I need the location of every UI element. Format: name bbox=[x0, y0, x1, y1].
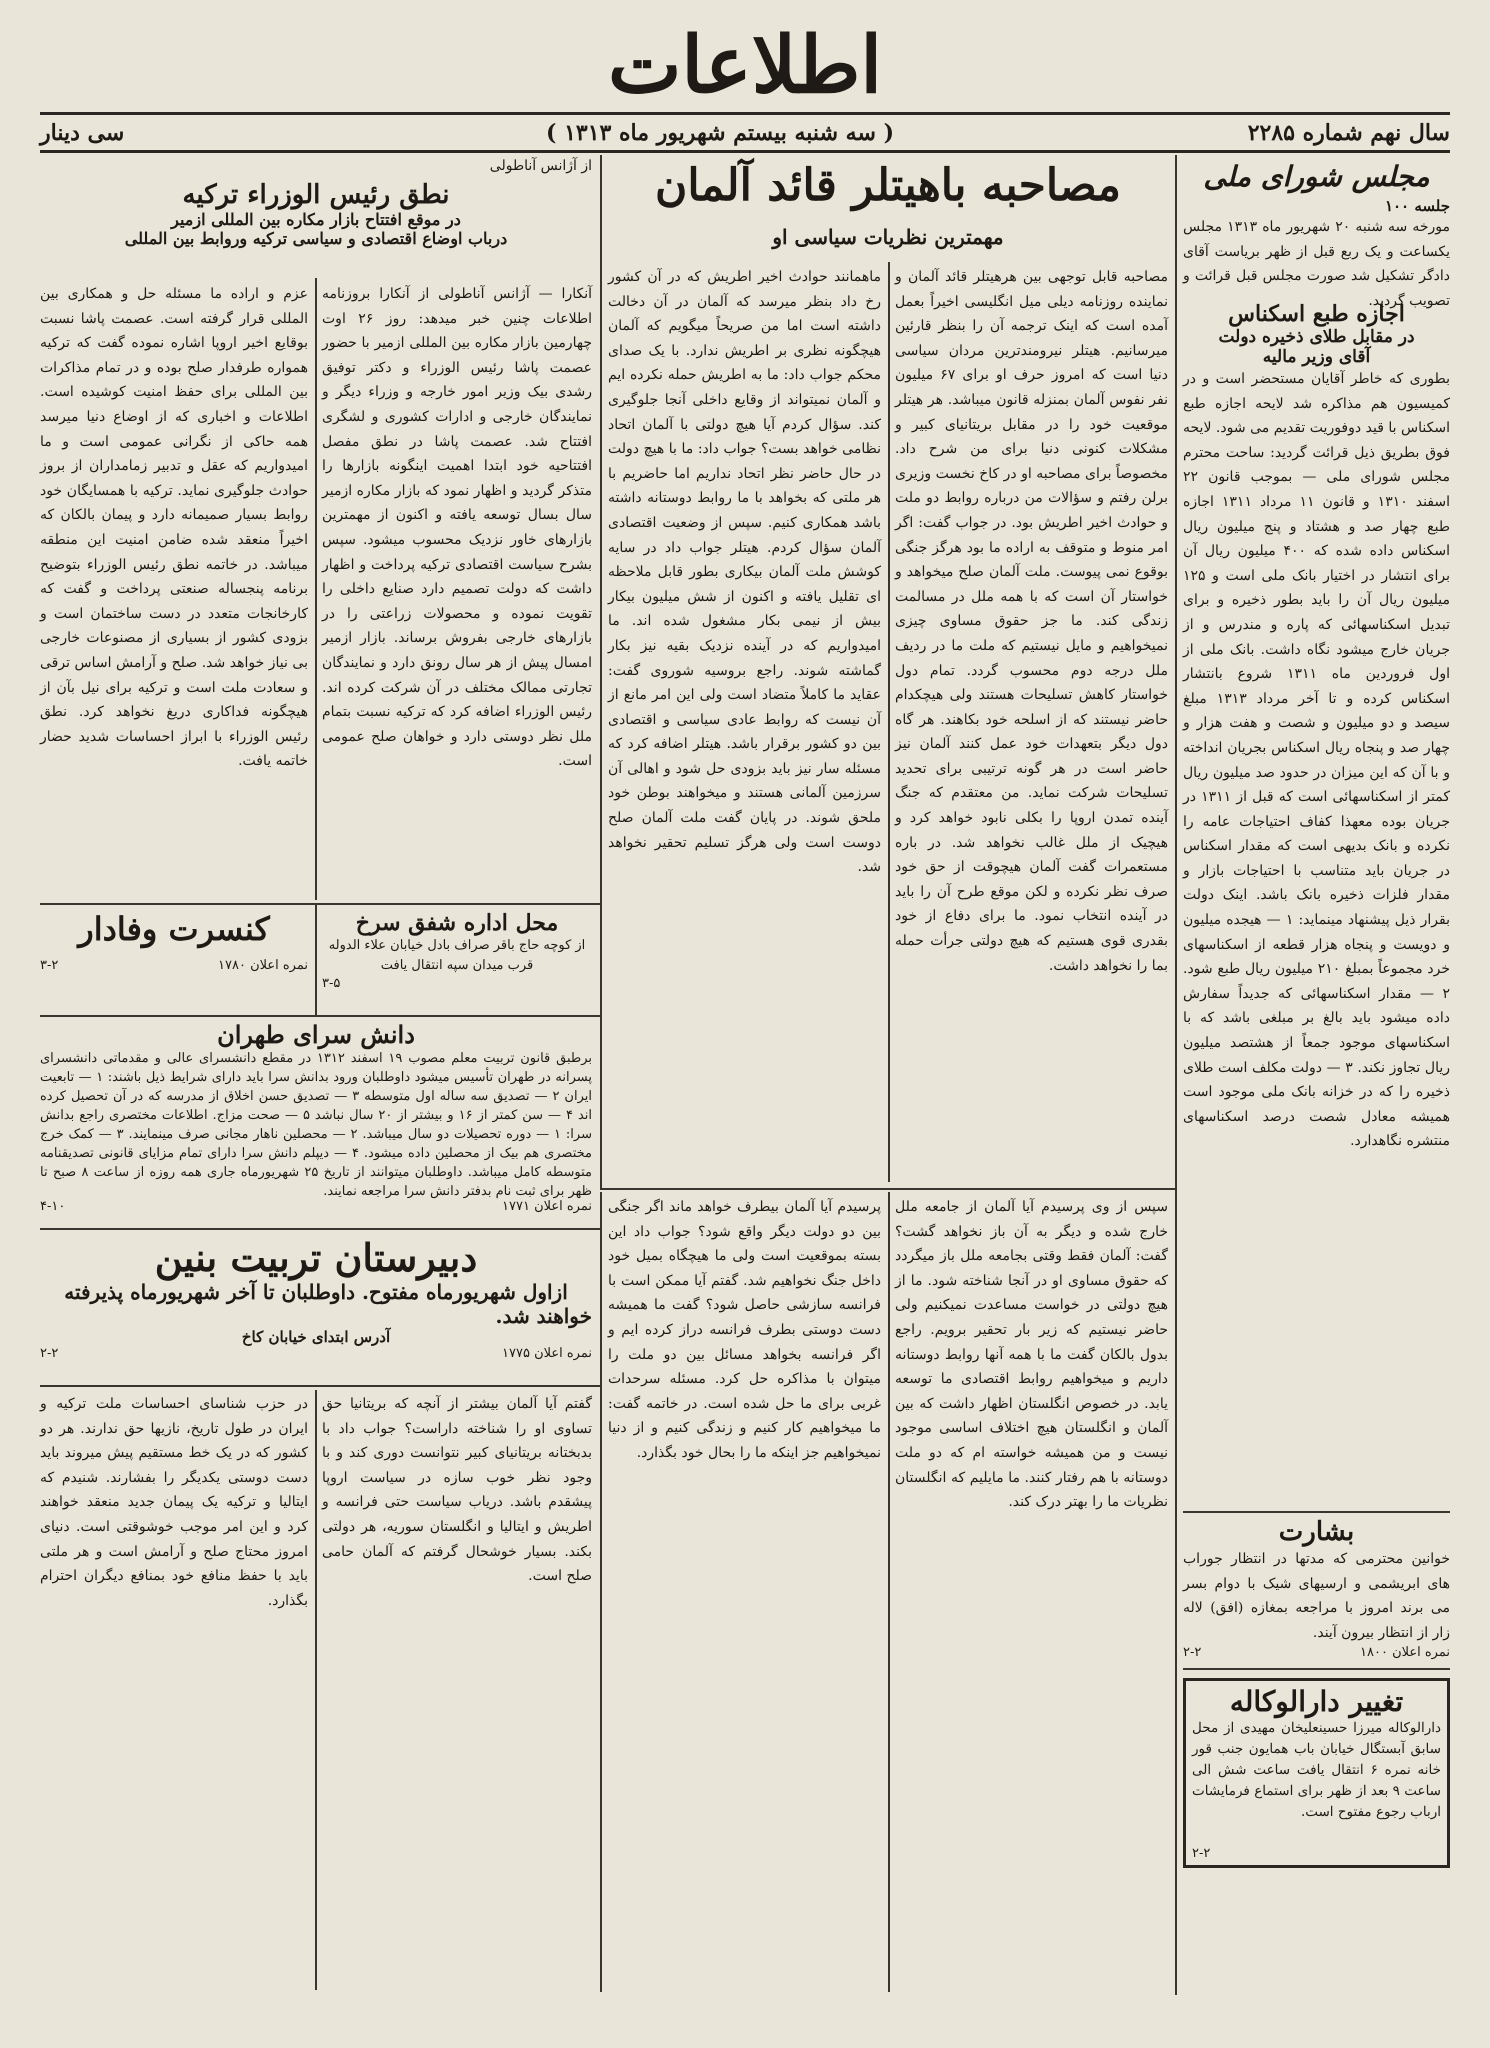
shafaq-count: ۳-۵ bbox=[322, 976, 341, 991]
ads-rule-4 bbox=[40, 1385, 600, 1387]
turkey-title: نطق رئیس الوزراء ترکیه bbox=[182, 180, 450, 210]
hitler-col-left: ماهمانند حوادث اخیر اطریش که در آن کشور رخ داد بنظر میرسد که آلمان در آن دخالت داشته است اما من صریحاً میگویم که آلمان هیچگونه نظری بر اطریش ندارد. با یک صدای محکم جواب داد: ما به اطریش حمله نکرده ایم و آلمان نمیتواند از وقایع داخلی آنجا جلوگیری کند. سؤال کردم آیا هیچ دولتی با آلمان اتحاد نظامی خواهد بست؟ جواب داد: ما با هیچ دولت در حال حاضر نظر اتحاد نداریم اما حاضریم با هر ملتی که بخواهد با ما روابط دوستانه داشته باشد همکاری کنیم. سپس از وضعیت اقتصادی آلمان سؤال کردم. هیتلر جواب داد در سایه کوشش ملت آلمان بیکاری بطور قابل ملاحظه ای تقلیل یافته و اکنون از شش میلیون بیکار بیش از نیمی بکار مشغول شده اند. ما امیدواریم که در آینده نزدیک بقیه نیز بکار گماشته شوند. راجع بروسیه شوروی گفت: عقاید ما کاملاً متضاد است ولی این امر مانع از آن نیست که روابط عادی سیاسی و اقتصادی بین دو کشور برقرار باشد. هیتلر اضافه کرد که مسئله سار نیز باید بزودی حل شود و اهالی آن سرزمین آلمانی هستند و میخواهند بوطن خود ملحق شوند. در پایان گفت ملت آلمان صلح دوست است ولی هرگز تسلیم تحقیر نخواهد شد. bbox=[608, 269, 881, 876]
notice-body: خوانین محترمی که مدتها در انتظار جوراب های ابریشمی و ارسیهای شیک با دوام بسر می برند امروز با مراجعه بمغازه (افق) لاله زار از انتظار بیرون آیند. bbox=[1183, 1551, 1450, 1641]
concert-ad bbox=[40, 910, 308, 1010]
dabirestan-title: دبیرستان تربیت بنین bbox=[154, 1235, 478, 1280]
school-ref: نمره اعلان ۱۷۷۱ bbox=[502, 1199, 592, 1214]
ads-rule-2 bbox=[40, 1015, 600, 1017]
shafaq-ad bbox=[322, 910, 592, 1010]
hitler-bottom-left-rule bbox=[600, 1192, 602, 1992]
hitler-mid-rule bbox=[600, 1188, 1175, 1190]
agency-title: تغییر دارالوکاله bbox=[1229, 1685, 1404, 1718]
issue-info: سال نهم شماره ۲۲۸۵ bbox=[1247, 120, 1450, 146]
hitler-bottom-col-rule bbox=[888, 1192, 890, 1992]
notice-title: بشارت bbox=[1278, 1517, 1355, 1547]
concert-count: ۳-۲ bbox=[40, 958, 59, 973]
hitler-col-rule bbox=[888, 262, 890, 1182]
concert-ref: نمره اعلان ۱۷۸۰ bbox=[218, 958, 308, 973]
hitler-col-right: مصاحبه قابل توجهی بین هرهیتلر قائد آلمان و نماینده روزنامه دیلی میل انگلیسی اخیراً بعمل آمده است که اینک ترجمه آن را بنظر قارئین میرسانیم. هیتلر نیرومندترین مردان سیاسی دنیا است که امروز حرف او برای ۶۷ میلیون نفر نفوس آلمان بمنزله قانون میباشد. هر هیتلر موقعیت خود را در مقابل بریتانیای کبیر و مشکلات کنونی دنیا برای من شرح داد. مخصوصاً برای مصاحبه او در کاخ نخست وزیری برلن رفتم و سؤالات من درباره روابط دو ملت و حوادث اخیر اطریش بود. در جواب گفت: اگر امر منوط و متوقف به اراده ما بود هرگز جنگی بوقوع نمی پیوست. ملت آلمان صلح میخواهد و خواستار آن است که با همه ملل در مسالمت زندگی کند. ما جز حقوق مساوی چیزی نمیخواهیم و مایل نیستیم که ملت ما در ردیف ملل درجه دوم محسوب گردد. تمام دول خواستار کاهش تسلیحات هستند ولی هیچکدام حاضر نیستند که از اسلحه خود بکاهند. هر گاه دول دیگر بتعهدات خود عمل کنند آلمان نیز حاضر است در هر گونه ترتیبی برای تحدید تسلیحات شرکت نماید. من معتقدم که جنگ آینده تمدن اروپا را بکلی نابود خواهد کرد و هیچیک از ملل غالب نخواهد شد. در باره مستعمرات گفت آلمان هیچوقت از حق خود صرف نظر نکرده و لکن موقع طرح آن را باید در آینده انتخاب نمود. ما برای دفاع از خود بقدری قوی هستیم که هیچ دولتی جرأت حمله بما را نخواهد داشت. bbox=[895, 269, 1168, 974]
majlis-subhead2: در مقابل طلای ذخیره دولت bbox=[1218, 327, 1415, 347]
turkey-block bbox=[40, 158, 592, 248]
col-rule-2 bbox=[600, 155, 602, 1190]
hitler-bottom-right: سپس از وی پرسیدم آیا آلمان از جامعه ملل خارج شده و دیگر به آن باز نخواهد گشت؟ گفت: آلمان فقط وقتی بجامعه ملل باز میگردد که حقوق مساوی او در آنجا شناخته شود. ما از هیچ دولتی در خواست مساعدت نمیکنیم ولی حاضر نیستیم که زیر بار تحقیر برویم. راجع بدول بالکان گفت ما با همه آنها روابط دوستانه داریم و میخواهیم روابط اقتصادی ما توسعه یابد. در خصوص انگلستان اظهار داشت که بین آلمان و انگلستان هیچ اختلاف اساسی موجود نیست و من همیشه خواسته ام که دو ملت دوستانه با هم رفتار کنند. ما مایلیم که انگلستان نظریات ما را بهتر درک کند. bbox=[895, 1199, 1168, 1511]
school-title: دانش سرای طهران bbox=[217, 1020, 415, 1049]
dabirestan-addr: آدرس ابتدای خیابان کاخ bbox=[241, 1328, 391, 1346]
turkey-sub2: درباب اوضاع اقتصادی و سیاسی ترکیه وروابط بین المللی bbox=[124, 229, 508, 248]
majlis-subhead3: آقای وزیر مالیه bbox=[1262, 347, 1371, 367]
hitler-title: مصاحبه باهیتلر قائد آلمان bbox=[655, 160, 1121, 211]
ads-mid-rule bbox=[315, 905, 317, 1015]
school-ad bbox=[40, 1020, 592, 1225]
turkey-col-left: عزم و اراده ما مسئله حل و همکاری بین المللی قرار گرفته است. عصمت پاشا نسبت بوقایع اخیر اروپا اشاره نموده گفت که ترکیه همواره طرفدار صلح بوده و در تمام مذاکرات بین المللی برای حفظ امنیت کوشیده است. اطلاعات و اخباری که از اوضاع دنیا میرسد همه حاکی از نگرانی عمومی است و ما امیدواریم که عقل و تدبیر زمامداران از بروز حوادث جلوگیری نماید. ترکیه با همسایگان خود روابط بسیار صمیمانه دارد و پیمان بالکان که اخیراً منعقد شده ضامن امنیت این منطقه میباشد. در خاتمه نطق رئیس الوزراء بتوضیح برنامه پنجساله صنعتی پرداخت و گفت که کارخانجات متعدد در دست ساختمان است و بزودی کشور از بسیاری از مصنوعات خارجی بی نیاز خواهد شد. صلح و آرامش اساس ترقی و سعادت ملت است و ترکیه برای نیل بآن از هیچگونه فداکاری دریغ نخواهد کرد. نطق رئیس الوزراء با ابراز احساسات شدید حضار خاتمه یافت. bbox=[40, 286, 308, 770]
bottom-left-col-rule bbox=[315, 1390, 317, 1990]
turkey-col-rule bbox=[315, 278, 317, 900]
dateline-rule bbox=[40, 150, 1450, 153]
hitler-bottom-left: پرسیدم آیا آلمان بیطرف خواهد ماند اگر جنگی بین دو دولت دیگر واقع شود؟ جواب داد این بسته بموقعیت است ولی ما هیچگاه بمیل خود داخل جنگ نخواهیم شد. گفتم آیا ممکن است با فرانسه سازشی حاصل شود؟ گفت ما همیشه دست دوستی بطرف فرانسه دراز کرده ایم و اگر فرانسه بخواهد مسائل بین دو ملت را میتوان با مذاکره حل کرد. مسئله سرحدات غربی برای ما حل شده است. در خاتمه گفت: ما میخواهیم کار کنیم و زندگی کنیم و از دنیا نمیخواهیم جز اینکه ما را بحال خود بگذارد. bbox=[608, 1199, 881, 1461]
agency-body: دارالوکاله میرزا حسینعلیخان مهیدی از محل سابق آبستگال خیابان باب همایون جنب قور خانه نمره ۶ انتقال یافت ساعت شش الی ساعت ۹ بعد از ظهر برای استماع فرمایشات ارباب رجوع مفتوح است. bbox=[1192, 1720, 1442, 1820]
hitler-subtitle: مهمترین نظریات سیاسی او bbox=[772, 225, 1004, 249]
notice-count: ۲-۲ bbox=[1183, 1645, 1202, 1660]
turkey-col-right: آنکارا — آژانس آناطولی از آنکارا بروزنامه اطلاعات چنین خبر میدهد: روز ۲۶ اوت چهارمین بازار مکاره بین المللی ازمیر با حضور عصمت پاشا رئیس الوزراء و دکتر توفیق رشدی بیک وزیر امور خارجه و وزراء دیگر و نمایندگان خارجی و ادارات کشوری و لشگری افتتاح شد. عصمت پاشا در نطق مفصل افتتاحیه خود ابتدا اهمیت اینگونه بازارها را متذکر گردید و اظهار نمود که بازار مکاره ازمیر سال بسال توسعه یافته و اکنون از مهمترین بازارهای خاور نزدیک محسوب میشود. سپس بشرح سیاست اقتصادی ترکیه پرداخت و اظهار داشت که دولت تصمیم دارد صنایع داخلی را تقویت نموده و محصولات زراعتی را در بازارهای خارجی بفروش برساند. بازار ازمیر امسال پیش از هر سال رونق دارد و نمایندگان تجارتی ممالک مختلف در آن شرکت کرده اند. رئیس الوزراء اضافه کرد که ترکیه نسبت بتمام ملل نظر دوستی دارد و خواهان صلح عمومی است. bbox=[322, 286, 592, 770]
col-rule-1 bbox=[1175, 155, 1177, 1995]
concert-title: کنسرت وفادار bbox=[78, 910, 270, 948]
masthead: اطلاعات bbox=[607, 20, 883, 111]
school-count: ۴-۱۰ bbox=[40, 1199, 66, 1214]
shafaq-title: محل اداره شفق سرخ bbox=[355, 910, 559, 936]
shafaq-body: از کوچه حاج باقر صراف بادل خیابان علاء الدوله قرب میدان سپه انتقال یافت bbox=[328, 938, 586, 973]
majlis-header: مجلس شورای ملی bbox=[1203, 160, 1430, 193]
majlis-session: جلسه ۱۰۰ bbox=[1384, 197, 1450, 215]
majlis-body: بطوری که خاطر آقایان مستحضر است و در کمیسیون هم مذاکره شد لایحه اجازه طبع اسکناس با قید دوفوریت تقدیم می شود. لایحه فوق بطریق ذیل قرائت گردید: ساحت محترم مجلس شورای ملی — بموجب قانون ۲۲ اسفند ۱۳۱۰ و قانون ۱۱ مرداد ۱۳۱۱ اجازه طبع چهار صد و هشتاد و پنج میلیون ریال اسکناس داده شده که ۴۰۰ میلیون ریال آن برای انتشار در اختیار بانک ملی است و ۱۲۵ میلیون ریال آن را باید بطور ذخیره و برای تبدیل اسکناسهائی که پاره و مندرس و از جریان خارج میشود نگاه داشت. بانک ملی از اول فروردین ماه ۱۳۱۱ شروع بانتشار اسکناس کرده و تا آخر مرداد ۱۳۱۳ مبلغ سیصد و دو میلیون و شصت و هفت هزار و چهار صد و پنجاه ریال اسکناس بجریان انداخته و با آن که این میزان در حدود صد میلیون ریال کمتر از اسکناسهائی است که قبل از ۱۳۱۱ در جریان بوده معهذا کفاف احتیاجات عامه را نکرده و بانک بدیهی است که مقدار اسکناس در جریان باید متناسب با احتیاجات بازار و مقدار فلزات ذخیره بانک باشد. اینک دولت بقرار ذیل پیشنهاد مینماید: ۱ — هیجده میلیون و دویست و پنجاه هزار قطعه از اسکناسهای خرد مجموعاً بمبلغ ۲۱۰ میلیون ریال طبع شود. ۲ — مقدار اسکناسهائی که جدیداً سفارش داده میشود باید بالغ بر مبلغی باشد که با اسکناسهای موجود جمعاً از هشتصد میلیون ریال تجاوز نکند. ۳ — دولت مکلف است طلای ذخیره را که در خزانه بانک ملی موجود است همیشه معادل شصت درصد اسکناسهای منتشره نگاهدارد. bbox=[1183, 371, 1451, 1150]
bottom-left-right-col: گفتم آیا آلمان بیشتر از آنچه که بریتانیا حق تساوی او را شناخته داراست؟ جواب داد با بدبختانه بریتانیای کبیر نتوانست دوری کند و با وجود نظر خوب سازه در سیاست اروپا پیشقدم باشد. دریاب سیاست حتی فرانسه و اطریش و ایتالیا و انگلستان سوریه، هر دولتی بکند. بسیار خوشحال گرفتم که آلمان حامی صلح است. bbox=[322, 1396, 592, 1585]
majlis-subhead: اجازه طبع اسکناس bbox=[1228, 301, 1405, 327]
ads-top-rule bbox=[40, 903, 600, 905]
majlis-column bbox=[1183, 160, 1450, 1990]
dabirestan-ad bbox=[40, 1235, 592, 1380]
notice-ref: نمره اعلان ۱۸۰۰ bbox=[1360, 1645, 1450, 1660]
dabirestan-line1: ازاول شهریورماه مفتوح. داوطلبان تا آخر شهریورماه پذیرفته bbox=[64, 1280, 568, 1304]
turkey-source: از آژانس آناطولی bbox=[489, 158, 592, 174]
bottom-left-left-col: در حزب شناسای احساسات ملت ترکیه و ایران در طول تاریخ، نازیها حق ندارند. هر دو کشور که در یک خط مستقیم پیش میروند باید دست دوستی یکدیگر را بفشارند. شنیدم که ایتالیا و ترکیه یک پیمان جدید منعقد خواهند کرد و این امر موجب خوشوقتی است. دنیای امروز محتاج صلح و آرامش است و هر ملتی باید با حفظ منافع خود بمنافع دیگران احترام بگذارد. bbox=[40, 1396, 308, 1609]
ads-rule-3 bbox=[40, 1228, 600, 1230]
school-body: برطبق قانون تربیت معلم مصوب ۱۹ اسفند ۱۳۱۲ در مقطع دانشسرای عالی و مقدماتی دانشسرای پسرانه در طهران تأسیس میشود داوطلبان ورود بدانش سرا باید دارای شرایط ذیل باشند: ۱ — تابعیت ایران ۲ — تصدیق سه ساله اول متوسطه ۳ — تصدیق حسن اخلاق از مدرسه که در آن تحصیل کرده اند ۴ — سن کمتر از ۱۶ و بیشتر از ۲۰ سال نباشد ۵ — صحت مزاج. اطلاعات مختصری راجع بدانش سرا: ۱ — دوره تحصیلات دو سال میباشد. ۲ — محصلین ناهار مجانی صرف مینمایند. ۳ — کمک خرج مختصری هم بیک از محصلین داده میشود. ۴ — دیپلم دانش سرا دارای تمام مزایای قانونی تصدیقنامه متوسطه کامل میباشد. داوطلبان میتوانند از تاریخ ۲۵ شهریورماه جاری همه روزه از ساعت ۸ صبح تا ظهر برای ثبت نام بدفتر دانش سرا مراجعه نمایند. bbox=[40, 1051, 593, 1199]
price: سی دینار bbox=[40, 120, 125, 146]
dabirestan-count: ۲-۲ bbox=[40, 1346, 59, 1361]
dabirestan-ref: نمره اعلان ۱۷۷۵ bbox=[502, 1346, 592, 1361]
turkey-sub1: در موقع افتتاح بازار مکاره بین المللی ازمیر bbox=[171, 210, 461, 229]
dabirestan-line2: خواهند شد. bbox=[495, 1304, 592, 1328]
majlis-intro: مورخه سه شنبه ۲۰ شهریور ماه ۱۳۱۳ مجلس یکساعت و یک ربع قبل از ظهر بریاست آقای دادگر تشکیل شد صورت مجلس قبل قرائت و تصویب گردید. bbox=[1183, 219, 1450, 309]
agency-count: ۲-۲ bbox=[1192, 1846, 1211, 1861]
masthead-rule bbox=[40, 112, 1450, 115]
majlis-rule-2 bbox=[1183, 1668, 1450, 1670]
date-line: ( سه شنبه بیستم شهریور ماه ۱۳۱۳ ) bbox=[546, 120, 894, 146]
majlis-rule-1 bbox=[1183, 1511, 1450, 1513]
